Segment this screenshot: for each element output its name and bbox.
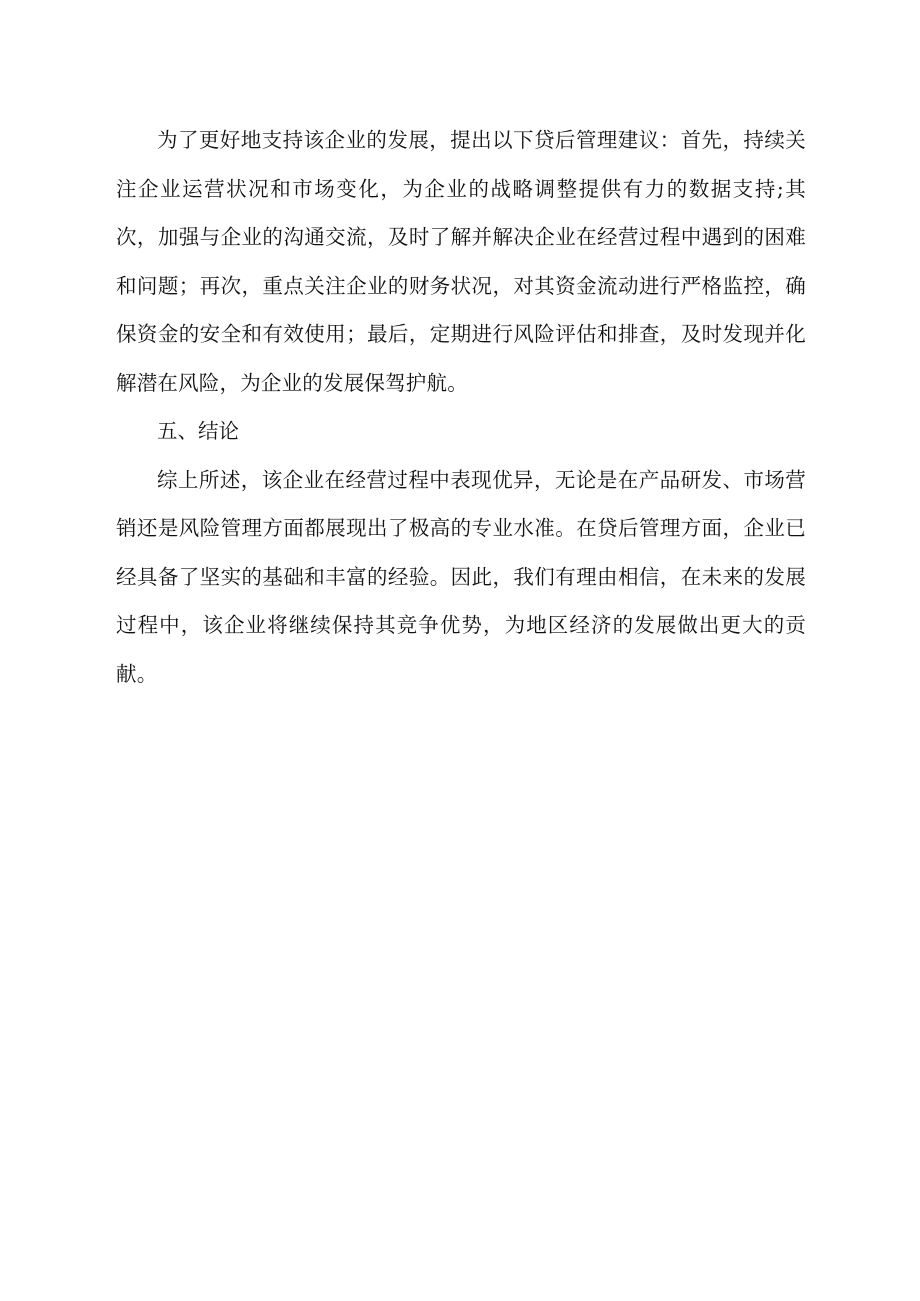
loan-management-recommendations-paragraph: 为了更好地支持该企业的发展，提出以下贷后管理建议：首先，持续关注企业运营状况和市场变化，为企业的战略调整提供有力的数据支持;其次，加强与企业的沟通交流，及时了解并解决企业在经营过程中遇到的困难和问题；再次，重点关注企业的财务状况，对其资金流动进行严格监控，确保资金的安全和有效使用；最后，定期进行风险评估和排查，及时发现并化解潜在风险，为企业的发展保驾护航。	[116, 128, 806, 395]
conclusion-paragraph: 综上所述，该企业在经营过程中表现优异，无论是在产品研发、市场营销还是风险管理方面都展现出了极高的专业水准。在贷后管理方面，企业已经具备了坚实的基础和丰富的经验。因此，我们有理由相信，在未来的发展过程中，该企业将继续保持其竞争优势，为地区经济的发展做出更大的贡献。	[116, 467, 806, 686]
document-body	[116, 116, 806, 698]
section-heading-conclusion: 五、结论	[157, 419, 239, 443]
